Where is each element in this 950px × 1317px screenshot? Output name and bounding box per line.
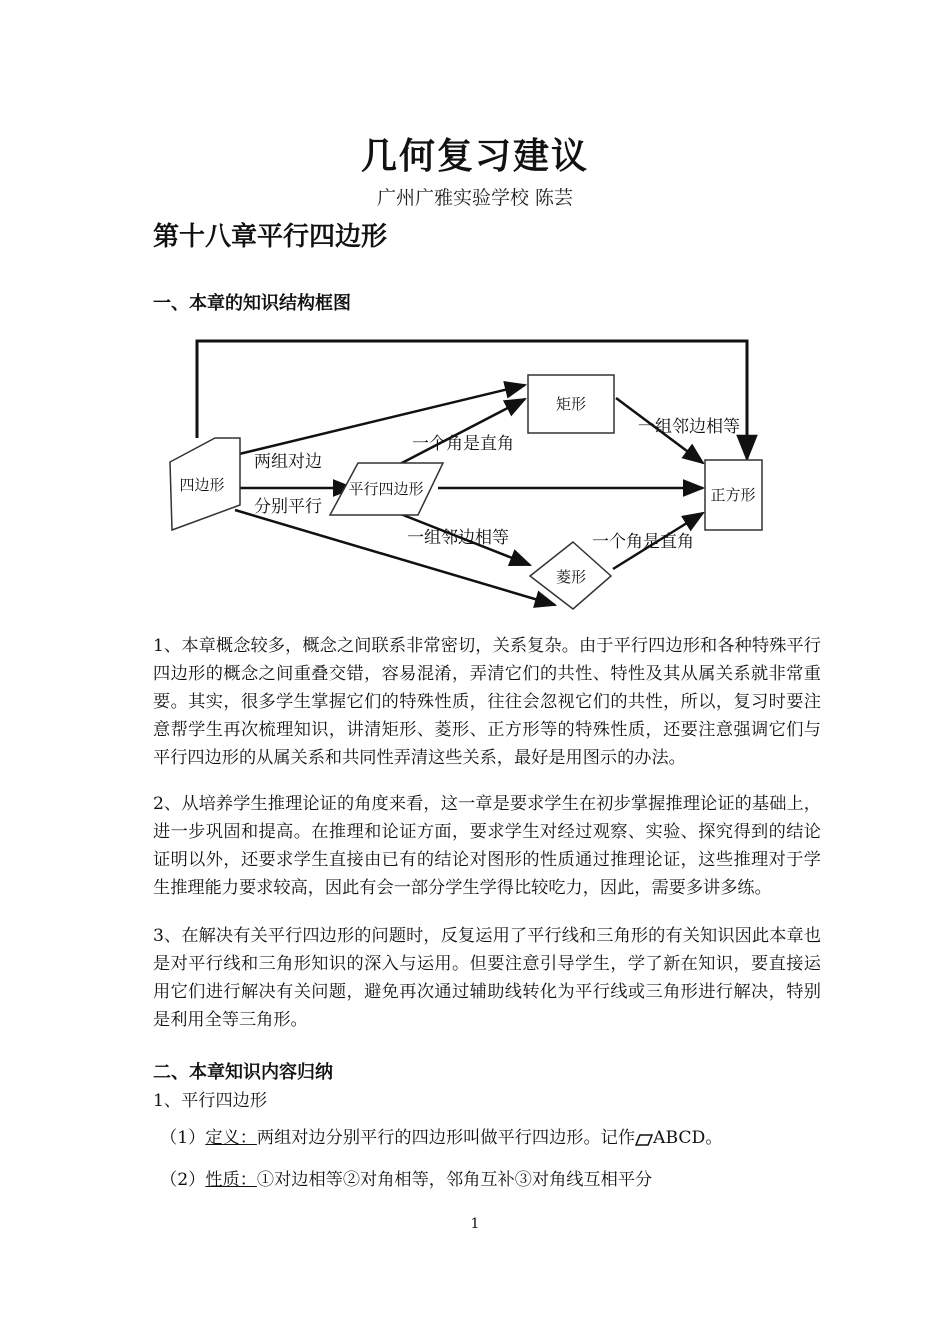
node-rhombus-label: 菱形: [555, 568, 587, 586]
edge-label-right-angle-top: 一个角是直角: [412, 434, 514, 454]
definition-label: 定义：: [205, 1128, 257, 1148]
definition-text: 两组对边分别平行的四边形叫做平行四边形。记作: [256, 1128, 636, 1148]
definition-prefix: （1）: [160, 1128, 206, 1148]
edge-label-parallel: 分别平行: [254, 497, 322, 517]
paragraph-2: 2、从培养学生推理论证的角度来看，这一章是要求学生在初步掌握推理论证的基础上，进一步巩固和提高。在推理和论证方面，要求学生对经过观察、实验、探究得到的结论证明以外，还要求学生直接由已有的结论对图形的性质通过推理论证，这些推理对于学生推理能力要求较高，因此有会一部分学生学得比较吃力，因此，需要多讲多练。: [153, 794, 821, 898]
summary-item-parallelogram: 1、平行四边形: [153, 1091, 268, 1111]
paragraph-3: 3、在解决有关平行四边形的问题时，反复运用了平行线和三角形的有关知识因此本章也是对平行线和三角形知识的深入与运用。但要注意引导学生，学了新在知识，要直接运用它们进行解决有关问题，避免再次通过辅助线转化为平行线或三角形进行解决，特别是利用全等三角形。: [153, 926, 821, 1030]
definition-line: [160, 1123, 723, 1148]
definition-suffix: ABCD。: [653, 1128, 723, 1148]
knowledge-structure-diagram: [160, 335, 780, 615]
property-line: [160, 1165, 652, 1190]
node-parallelogram-label: 平行四边形: [348, 480, 424, 498]
section-heading-structure: 一、本章的知识结构框图: [153, 293, 351, 314]
property-text: ①对边相等②对角相等，邻角互补③对角线互相平分: [256, 1170, 653, 1190]
property-label: 性质：: [205, 1170, 257, 1190]
paragraph-1: 1、本章概念较多，概念之间联系非常密切，关系复杂。由于平行四边形和各种特殊平行四边形的概念之间重叠交错，容易混淆，弄清它们的共性、特性及其从属关系就非常重要。其实，很多学生掌握它们的特殊性质，往往会忽视它们的共性，所以，复习时要注意帮学生再次梳理知识，讲清矩形、菱形、正方形等的特殊性质，还要注意强调它们与平行四边形的从属关系和共同性弄清这些关系，最好是用图示的办法。: [153, 636, 821, 768]
edge-label-adjacent-equal-bottom: 一组邻边相等: [407, 528, 509, 548]
chapter-heading: 第十八章平行四边形: [153, 222, 388, 252]
arrow-quad-to-rhombus: [235, 510, 555, 605]
parallelogram-symbol-icon: [635, 1134, 653, 1146]
document-title: 几何复习建议: [360, 136, 589, 177]
node-quadrilateral-label: 四边形: [179, 476, 225, 494]
edge-label-right-angle-bottom: 一个角是直角: [592, 532, 694, 552]
node-rectangle-label: 矩形: [555, 395, 587, 413]
page-number: 1: [470, 1216, 480, 1232]
property-prefix: （2）: [160, 1170, 206, 1190]
node-square-label: 正方形: [710, 486, 756, 504]
author-line: 广州广雅实验学校 陈芸: [376, 187, 574, 209]
edge-label-two-pairs: 两组对边: [254, 452, 322, 472]
edge-label-adjacent-equal-top: 一组邻边相等: [638, 417, 740, 437]
arrow-para-to-rect: [398, 399, 525, 465]
section-heading-summary: 二、本章知识内容归纳: [153, 1062, 333, 1083]
